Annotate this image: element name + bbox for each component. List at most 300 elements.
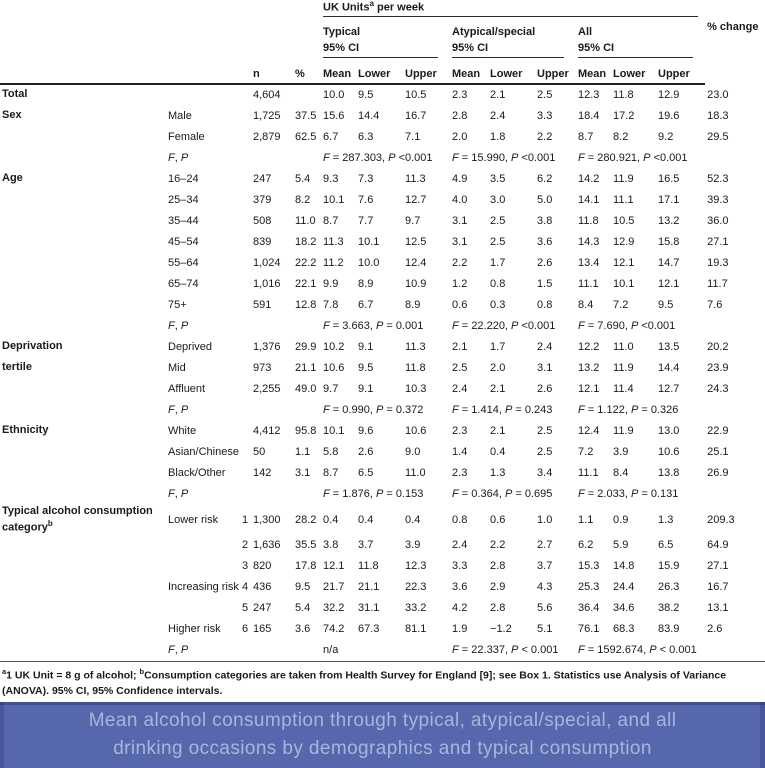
pct-value [293, 640, 321, 662]
n-value: 591 [253, 299, 272, 312]
atypical-mean: 2.5 [452, 362, 468, 375]
pct-value: 35.5 [295, 539, 317, 552]
pct-value: 11.0 [295, 215, 316, 228]
table-row [0, 253, 765, 274]
typical-lower: 6.3 [358, 131, 374, 144]
atypical-lower: 2.1 [490, 425, 506, 438]
footnote-superscript: b [139, 666, 145, 676]
atypical-upper: 1.0 [537, 513, 553, 526]
typical-upper: 10.9 [405, 278, 427, 291]
all-lower: 11.1 [613, 194, 634, 207]
pct-change-value [705, 316, 765, 337]
typical-lower: 14.4 [358, 110, 380, 123]
header-ci-row [0, 38, 765, 58]
atypical-mean: 2.0 [452, 131, 468, 144]
n-value: 165 [253, 623, 272, 636]
row-group-label [0, 295, 166, 316]
footnote-text: Consumption categories are taken from Health Survey for England [9]; see Box 1. Statistics use Analysis of Variance (ANOVA). 95% CI, 95% Confidence intervals. [2, 669, 727, 698]
category-number [240, 463, 251, 484]
pct-value: 22.2 [295, 257, 317, 270]
typical-lower: 6.5 [358, 467, 374, 480]
atypical-lower: 2.5 [490, 215, 506, 228]
atypical-lower: 2.1 [490, 383, 506, 396]
category-number [240, 232, 251, 253]
category-number [240, 84, 251, 106]
typical-mean: 12.1 [323, 560, 345, 573]
row-group-label [0, 379, 166, 400]
all-lower: 8.4 [613, 467, 629, 480]
atypical-mean: 1.2 [452, 278, 468, 291]
table-row [0, 358, 765, 379]
atypical-lower: 1.7 [490, 341, 506, 354]
typical-mean: 11.3 [323, 236, 344, 249]
pct-change-value [705, 484, 765, 505]
atypical-lower: 2.0 [490, 362, 506, 375]
typical-mean: 10.0 [323, 89, 345, 102]
atypical-lower: −1.2 [490, 623, 512, 636]
table-row [0, 274, 765, 295]
row-sub-label: Affluent [168, 383, 206, 396]
atypical-upper: 6.2 [537, 173, 553, 186]
pct-change-value: 39.3 [707, 194, 729, 207]
all-stat: F = 7.690, P <0.001 [578, 320, 676, 333]
pct-change-value: 18.3 [707, 110, 729, 123]
typical-mean: 11.2 [323, 257, 344, 270]
typical-mean: 10.1 [323, 194, 345, 207]
all-upper: 1.3 [658, 513, 674, 526]
n-value: 436 [253, 581, 272, 594]
n-value: 4,604 [253, 89, 281, 102]
atypical-lower: 2.4 [490, 110, 506, 123]
all-upper: 12.9 [658, 89, 680, 102]
typical-stat: n/a [323, 644, 339, 657]
n-value: 379 [253, 194, 272, 207]
typical-lower: 8.9 [358, 278, 374, 291]
typical-lower: 7.7 [358, 215, 374, 228]
col-header-upper: Upper [403, 58, 450, 84]
row-group-label: Ethnicity [2, 424, 49, 437]
row-group-label [0, 316, 166, 337]
typical-upper: 9.7 [405, 215, 421, 228]
pct-value: 37.5 [295, 110, 317, 123]
footnote-superscript: a [2, 666, 7, 676]
row-group-label [0, 598, 166, 619]
all-upper: 9.2 [658, 131, 674, 144]
all-mean: 13.2 [578, 362, 600, 375]
pct-change-value: 22.9 [707, 425, 729, 438]
typical-lower: 67.3 [358, 623, 380, 636]
row-group-label [0, 442, 166, 463]
row-sub-label: Male [168, 110, 192, 123]
pct-value [293, 400, 321, 421]
all-upper: 6.5 [658, 539, 674, 552]
all-lower: 11.9 [613, 173, 634, 186]
row-group-label: Sex [2, 109, 22, 122]
category-number [240, 316, 251, 337]
pct-value [293, 148, 321, 169]
typical-mean: 32.2 [323, 602, 345, 615]
atypical-mean: 2.4 [452, 383, 468, 396]
all-lower: 24.4 [613, 581, 635, 594]
all-mean: 1.1 [578, 513, 594, 526]
row-sub-label: Increasing risk [168, 581, 239, 594]
units-header [323, 0, 698, 17]
typical-upper: 10.3 [405, 383, 427, 396]
typical-lower: 6.7 [358, 299, 374, 312]
atypical-upper: 4.3 [537, 581, 553, 594]
table-row [0, 337, 765, 358]
all-upper: 13.2 [658, 215, 680, 228]
table-row [0, 556, 765, 577]
category-number [240, 169, 251, 190]
typical-mean: 9.7 [323, 383, 339, 396]
ci-header-cell [576, 38, 705, 58]
pct-value: 3.1 [295, 467, 311, 480]
n-value: 247 [253, 602, 272, 615]
row-group-label [0, 232, 166, 253]
typical-upper: 10.5 [405, 89, 427, 102]
row-group-label [0, 577, 166, 598]
category-number [240, 190, 251, 211]
category-number [240, 274, 251, 295]
group-header-atypical: Atypical/special [452, 25, 536, 38]
pct-change-value: 26.9 [707, 467, 729, 480]
all-lower: 11.0 [613, 341, 634, 354]
header-cols-row [0, 58, 765, 84]
category-number: 2 [242, 539, 249, 552]
all-upper: 12.1 [658, 278, 680, 291]
atypical-upper: 3.6 [537, 236, 553, 249]
typical-lower: 9.1 [358, 383, 374, 396]
row-group-label [0, 400, 166, 421]
n-value: 973 [253, 362, 272, 375]
col-header-lower: Lower [611, 58, 656, 84]
typical-lower: 0.4 [358, 513, 374, 526]
atypical-upper: 2.5 [537, 446, 553, 459]
table-row [0, 169, 765, 190]
pct-change-value: 2.6 [707, 623, 723, 636]
col-header-mean: Mean [321, 58, 356, 84]
group-header-typical: Typical [323, 25, 361, 38]
all-mean: 11.1 [578, 467, 599, 480]
typical-lower: 2.6 [358, 446, 374, 459]
row-group-label: Total [2, 88, 28, 101]
header-spacer [0, 38, 321, 58]
atypical-lower: 2.8 [490, 602, 506, 615]
typical-lower: 31.1 [358, 602, 380, 615]
all-mean: 12.4 [578, 425, 600, 438]
col-header-upper: Upper [535, 58, 576, 84]
all-lower: 12.9 [613, 236, 635, 249]
typical-mean: 10.2 [323, 341, 345, 354]
pct-change-value: 23.0 [707, 88, 729, 101]
pct-value: 62.5 [295, 131, 317, 144]
atypical-stat: F = 1.414, P = 0.243 [452, 404, 553, 417]
ci-header-atypical: 95% CI [452, 42, 564, 58]
typical-upper: 22.3 [405, 581, 427, 594]
all-mean: 12.1 [578, 383, 600, 396]
all-lower: 7.2 [613, 299, 629, 312]
all-mean: 14.1 [578, 194, 600, 207]
typical-upper: 3.9 [405, 539, 421, 552]
n-value [251, 640, 293, 662]
typical-upper: 81.1 [405, 623, 427, 636]
category-number: 3 [242, 560, 249, 573]
pct-value [293, 484, 321, 505]
typical-mean: 21.7 [323, 581, 345, 594]
typical-lower: 3.7 [358, 539, 374, 552]
atypical-mean: 2.2 [452, 257, 468, 270]
all-upper: 13.5 [658, 341, 680, 354]
pct-change-value: 209.3 [707, 513, 735, 526]
pct-value: 8.2 [295, 194, 311, 207]
table-row [0, 211, 765, 232]
atypical-upper: 2.6 [537, 383, 553, 396]
typical-upper: 12.3 [405, 560, 427, 573]
all-upper: 12.7 [658, 383, 680, 396]
row-group-label [0, 619, 166, 640]
all-mean: 12.3 [578, 89, 600, 102]
row-sub-label: F, P [168, 320, 189, 333]
row-group-label [0, 253, 166, 274]
all-lower: 11.9 [613, 362, 634, 375]
row-group-label [0, 463, 166, 484]
row-group-label: Deprivation [2, 340, 63, 353]
row-sub-label: 35–44 [168, 215, 199, 228]
table-row [0, 442, 765, 463]
typical-lower: 9.6 [358, 425, 374, 438]
pct-change-value [705, 640, 765, 662]
pct-value: 5.4 [295, 173, 311, 186]
all-stat: F = 1.122, P = 0.326 [578, 404, 679, 417]
atypical-upper: 3.4 [537, 467, 553, 480]
pct-change-value: 13.1 [707, 602, 729, 615]
typical-upper: 7.1 [405, 131, 421, 144]
all-upper: 10.6 [658, 446, 680, 459]
row-group-label [0, 640, 166, 662]
table-row [0, 148, 765, 169]
typical-stat: F = 0.990, P = 0.372 [323, 404, 424, 417]
typical-lower: 9.5 [358, 89, 374, 102]
table-row [0, 505, 765, 535]
atypical-mean: 3.1 [452, 215, 468, 228]
atypical-upper: 2.5 [537, 89, 553, 102]
pct-change-value [705, 148, 765, 169]
pct-value: 49.0 [295, 383, 317, 396]
all-upper: 15.9 [658, 560, 680, 573]
row-group-label [0, 484, 166, 505]
typical-mean: 74.2 [323, 623, 345, 636]
typical-upper: 10.6 [405, 425, 427, 438]
all-upper: 15.8 [658, 236, 680, 249]
atypical-lower: 0.4 [490, 446, 506, 459]
atypical-mean: 2.8 [452, 110, 468, 123]
category-number: 1 [242, 513, 249, 526]
row-sub-label: Deprived [168, 341, 213, 354]
typical-stat: F = 287.303, P <0.001 [323, 152, 433, 165]
n-value [251, 484, 293, 505]
category-number [240, 148, 251, 169]
pct-change-value: 36.0 [707, 215, 729, 228]
all-lower: 17.2 [613, 110, 635, 123]
typical-mean: 10.1 [323, 425, 345, 438]
typical-mean: 3.8 [323, 539, 339, 552]
n-value: 1,376 [253, 341, 281, 354]
row-sub-label: F, P [168, 404, 189, 417]
typical-mean: 9.3 [323, 173, 339, 186]
all-mean: 14.2 [578, 173, 600, 186]
atypical-upper: 5.0 [537, 194, 553, 207]
category-number [240, 253, 251, 274]
table-body [0, 84, 765, 662]
all-upper: 19.6 [658, 110, 680, 123]
atypical-upper: 5.6 [537, 602, 553, 615]
table-row [0, 640, 765, 662]
table-row [0, 127, 765, 148]
group-header-all: All [578, 25, 593, 38]
category-number [240, 379, 251, 400]
typical-lower: 10.1 [358, 236, 380, 249]
col-header-lower: Lower [356, 58, 403, 84]
n-value [251, 400, 293, 421]
atypical-lower: 3.0 [490, 194, 506, 207]
atypical-mean: 1.9 [452, 623, 468, 636]
all-mean: 8.7 [578, 131, 594, 144]
row-group-label [0, 274, 166, 295]
n-value: 247 [253, 173, 272, 186]
atypical-mean: 4.9 [452, 173, 468, 186]
typical-lower: 11.8 [358, 560, 379, 573]
row-sub-label: 16–24 [168, 173, 199, 186]
row-group-label [0, 556, 166, 577]
atypical-upper: 2.5 [537, 425, 553, 438]
row-group-label [0, 535, 166, 556]
row-sub-label: Lower risk [168, 513, 219, 526]
atypical-lower: 1.7 [490, 257, 506, 270]
all-mean: 11.8 [578, 215, 599, 228]
all-lower: 34.6 [613, 602, 635, 615]
pct-value: 21.1 [295, 362, 317, 375]
category-number [240, 442, 251, 463]
pct-change-value: 52.3 [707, 173, 729, 186]
pct-change-value: 11.7 [707, 278, 728, 291]
typical-upper: 9.0 [405, 446, 421, 459]
atypical-upper: 2.7 [537, 539, 553, 552]
all-lower: 11.4 [613, 383, 634, 396]
footnote-text: 1 UK Unit = 8 g of alcohol; [6, 669, 140, 682]
atypical-lower: 0.8 [490, 278, 506, 291]
table-row [0, 484, 765, 505]
all-lower: 0.9 [613, 513, 629, 526]
category-number [240, 358, 251, 379]
pct-value: 5.4 [295, 602, 311, 615]
table-row [0, 421, 765, 442]
ci-header-all: 95% CI [578, 42, 693, 58]
table-row [0, 400, 765, 421]
row-sub-label: 45–54 [168, 236, 199, 249]
typical-mean: 5.8 [323, 446, 339, 459]
all-stat: F = 2.033, P = 0.131 [578, 488, 679, 501]
header-spacer [705, 0, 765, 17]
units-header-rest: per week [373, 1, 425, 14]
row-sub-label: 65–74 [168, 278, 199, 291]
pct-change-value: 29.5 [707, 131, 729, 144]
typical-upper: 11.0 [405, 467, 426, 480]
n-value: 4,412 [253, 425, 281, 438]
table-row [0, 535, 765, 556]
row-sub-label: F, P [168, 644, 189, 657]
n-value: 1,300 [253, 513, 281, 526]
header-groups-row [0, 17, 765, 38]
atypical-mean: 3.6 [452, 581, 468, 594]
all-lower: 68.3 [613, 623, 635, 636]
typical-mean: 10.6 [323, 362, 345, 375]
category-number [240, 400, 251, 421]
typical-upper: 12.7 [405, 194, 427, 207]
pct-change-value: 19.3 [707, 257, 729, 270]
row-sub-label [166, 535, 240, 556]
row-group-label: tertile [2, 361, 32, 374]
table-row [0, 619, 765, 640]
atypical-lower: 1.8 [490, 131, 506, 144]
col-header-n: n [251, 58, 293, 84]
atypical-upper: 1.5 [537, 278, 553, 291]
table-header [0, 0, 765, 84]
typical-mean: 6.7 [323, 131, 339, 144]
all-stat: F = 280.921, P <0.001 [578, 152, 688, 165]
all-upper: 9.5 [658, 299, 674, 312]
atypical-upper: 2.6 [537, 257, 553, 270]
atypical-upper: 0.8 [537, 299, 553, 312]
pct-change-value: 23.9 [707, 362, 729, 375]
col-header-mean: Mean [576, 58, 611, 84]
all-upper: 14.7 [658, 257, 680, 270]
row-group-label [0, 148, 166, 169]
atypical-mean: 2.3 [452, 89, 468, 102]
typical-lower: 7.6 [358, 194, 374, 207]
all-upper: 13.0 [658, 425, 680, 438]
row-group-label: Age [2, 172, 23, 185]
all-upper: 38.2 [658, 602, 680, 615]
all-lower: 11.8 [613, 89, 634, 102]
all-lower: 10.1 [613, 278, 635, 291]
row-sub-label: F, P [168, 488, 189, 501]
n-value: 1,636 [253, 539, 281, 552]
pct-change-value: 7.6 [707, 299, 723, 312]
atypical-lower: 2.9 [490, 581, 506, 594]
atypical-upper: 3.3 [537, 110, 553, 123]
all-upper: 16.5 [658, 173, 680, 186]
atypical-mean: 3.3 [452, 560, 468, 573]
header-spacer [0, 0, 321, 17]
typical-mean: 0.4 [323, 513, 339, 526]
n-value: 1,725 [253, 110, 281, 123]
atypical-lower: 0.3 [490, 299, 506, 312]
category-number: 5 [242, 602, 249, 615]
all-lower: 3.9 [613, 446, 629, 459]
atypical-stat: F = 15.990, P <0.001 [452, 152, 556, 165]
row-sub-label: Female [168, 131, 205, 144]
table-row [0, 379, 765, 400]
row-group-label [0, 190, 166, 211]
atypical-stat: F = 22.337, P < 0.001 [452, 644, 559, 657]
pct-value: 95.8 [295, 425, 317, 438]
pct-change-value: 27.1 [707, 236, 729, 249]
pct-value: 28.2 [295, 513, 317, 526]
row-group-label: Typical alcohol consumption category$^b$ [2, 504, 153, 534]
typical-upper: 0.4 [405, 513, 421, 526]
category-number [240, 295, 251, 316]
